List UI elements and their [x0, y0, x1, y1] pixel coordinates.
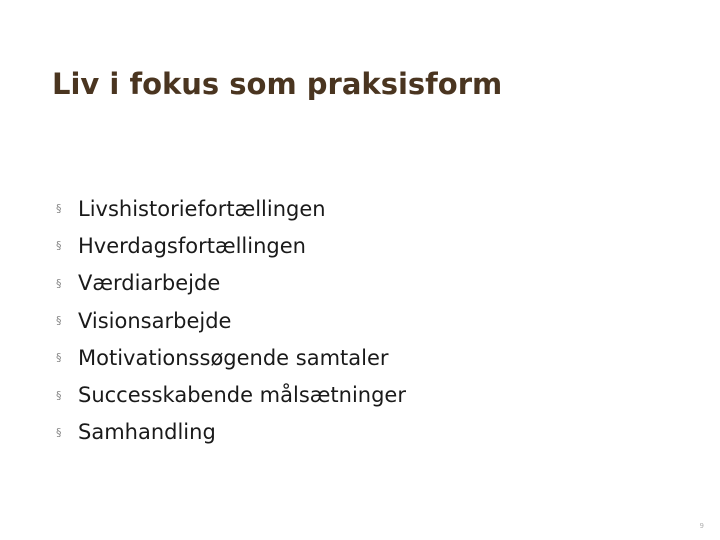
bullet-text: Visionsarbejde	[78, 308, 232, 333]
slide-title: Liv i fokus som praksisform	[52, 67, 503, 101]
bullet-icon: §	[56, 239, 62, 253]
bullet-icon: §	[56, 388, 62, 402]
page-number: 9	[699, 522, 704, 530]
list-item	[56, 414, 406, 451]
bullet-text: Successkabende målsætninger	[78, 383, 406, 408]
list-item	[56, 376, 406, 413]
list-item	[56, 190, 406, 227]
bullet-text: Værdiarbejde	[78, 271, 221, 296]
bullet-icon: §	[56, 314, 62, 328]
list-item	[56, 302, 406, 339]
list-item	[56, 339, 406, 376]
bullet-text: Samhandling	[78, 420, 216, 445]
list-item	[56, 265, 406, 302]
bullet-list	[56, 190, 406, 451]
bullet-icon: §	[56, 202, 62, 216]
bullet-text: Livshistoriefortællingen	[78, 196, 326, 221]
bullet-icon: §	[56, 425, 62, 439]
bullet-icon: §	[56, 351, 62, 365]
bullet-text: Hverdagsfortællingen	[78, 233, 306, 258]
bullet-text: Motivationssøgende samtaler	[78, 345, 389, 370]
list-item	[56, 227, 406, 264]
bullet-icon: §	[56, 276, 62, 290]
